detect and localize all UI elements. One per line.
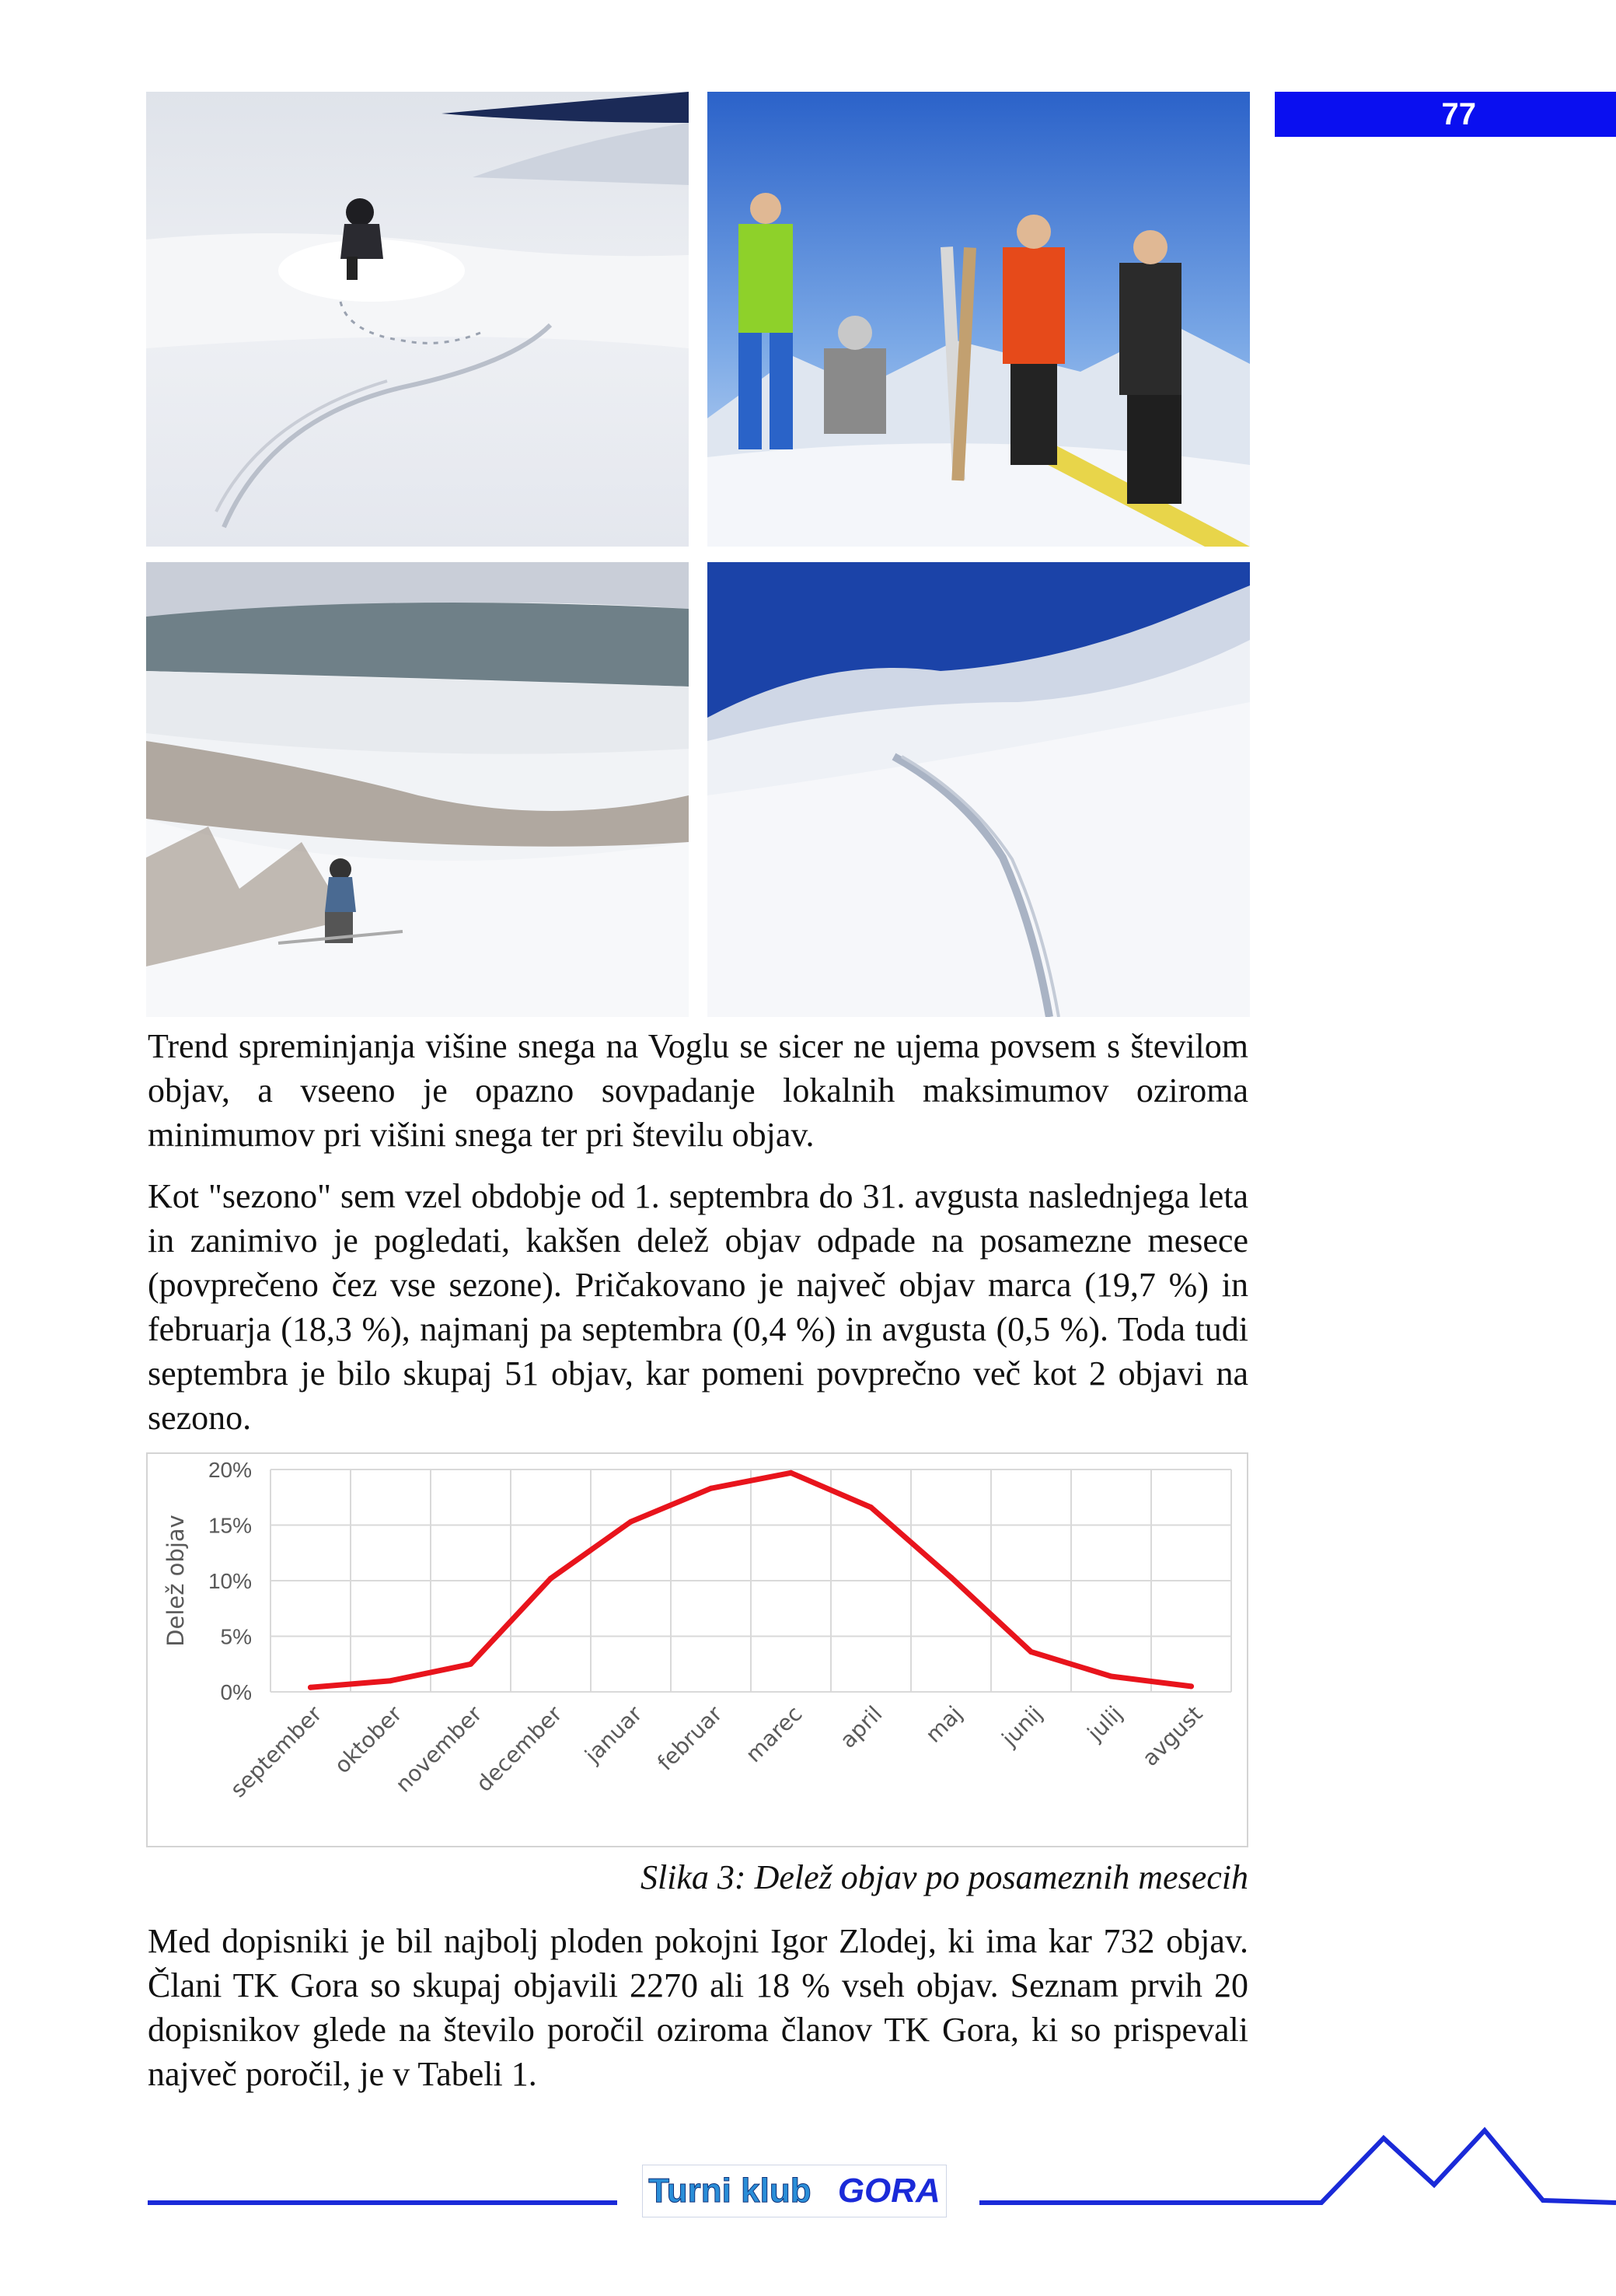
y-tick-label: 15% — [208, 1513, 252, 1538]
club-logo — [642, 2165, 947, 2217]
mountain-footer-line — [979, 2123, 1616, 2216]
figure-caption: Slika 3: Delež objav po posameznih mesecih — [640, 1858, 1248, 1896]
x-tick-label: marec — [740, 1700, 808, 1768]
data-point — [468, 1662, 473, 1667]
data-point — [868, 1504, 874, 1510]
data-point — [628, 1519, 633, 1525]
summit-group-photo — [707, 92, 1250, 547]
x-tick-label: januar — [580, 1700, 647, 1768]
skier-powder-photo — [146, 92, 689, 547]
y-tick-label: 5% — [220, 1624, 252, 1649]
chart-frame — [146, 1452, 1248, 1847]
post-share-line-chart — [148, 1454, 1247, 1846]
data-point — [788, 1470, 794, 1476]
y-tick-label: 10% — [208, 1569, 252, 1593]
paragraph-2: Kot "sezono" sem vzel obdobje od 1. septembra do 31. avgusta naslednjega leta in zanimivo je pogledati, kakšen delež objav odpade na posamezne mesece (povprečeno čez vse sezone). Pričakovano je največ objav marca (19,7 %) in februarja (18,3 %), najmanj pa septembra (0,4 %) in avgusta (0,5 %). Toda tudi septembra je bilo skupaj 51 objav, kar pomeni povprečno več kot 2 objavi na sezono. — [148, 1177, 1248, 1437]
x-tick-label: december — [471, 1700, 567, 1797]
data-point — [1188, 1683, 1194, 1689]
data-point — [1108, 1673, 1114, 1679]
data-point — [388, 1678, 393, 1683]
ski-track-slope-photo — [707, 562, 1250, 1017]
x-tick-label: april — [835, 1700, 888, 1753]
club-logo-name: Turni klub — [648, 2172, 811, 2210]
y-axis-label: Delež objav — [162, 1515, 189, 1647]
x-tick-label: oktober — [329, 1700, 407, 1779]
data-point — [708, 1486, 714, 1491]
data-point — [548, 1576, 553, 1581]
y-tick-label: 20% — [208, 1458, 252, 1482]
skier-fjord-photo — [146, 562, 689, 1017]
y-tick-label: 0% — [220, 1680, 252, 1704]
x-tick-label: februar — [652, 1700, 728, 1776]
paragraph-1: Trend spreminjanja višine snega na Voglu se sicer ne ujema povsem s številom objav, a vseeno je opazno sovpadanje lokalnih maksimumov oziroma minimumov pri višini snega ter pri številu objav. — [148, 1027, 1248, 1154]
page-number: 77 — [1275, 92, 1616, 137]
x-tick-label: maj — [920, 1700, 968, 1748]
x-tick-label: junij — [996, 1700, 1048, 1752]
paragraph-3: Med dopisniki je bil najbolj ploden pokojni Igor Zlodej, ki ima kar 732 objav. Člani TK Gora so skupaj objavili 2270 ali 18 % vseh objav. Seznam prvih 20 dopisnikov glede na število poročil oziroma članov TK Gora, ki so prispevali največ poročil, je v Tabeli 1. — [148, 1922, 1248, 2093]
x-tick-label: september — [225, 1700, 327, 1803]
club-logo-gora: GORA — [837, 2172, 941, 2210]
data-point — [1028, 1649, 1034, 1655]
footer-line-left — [148, 2200, 617, 2205]
x-tick-label: avgust — [1137, 1700, 1208, 1772]
x-tick-label: november — [390, 1700, 487, 1798]
data-point — [308, 1685, 313, 1690]
data-point — [948, 1574, 954, 1580]
x-tick-label: julij — [1082, 1700, 1128, 1746]
